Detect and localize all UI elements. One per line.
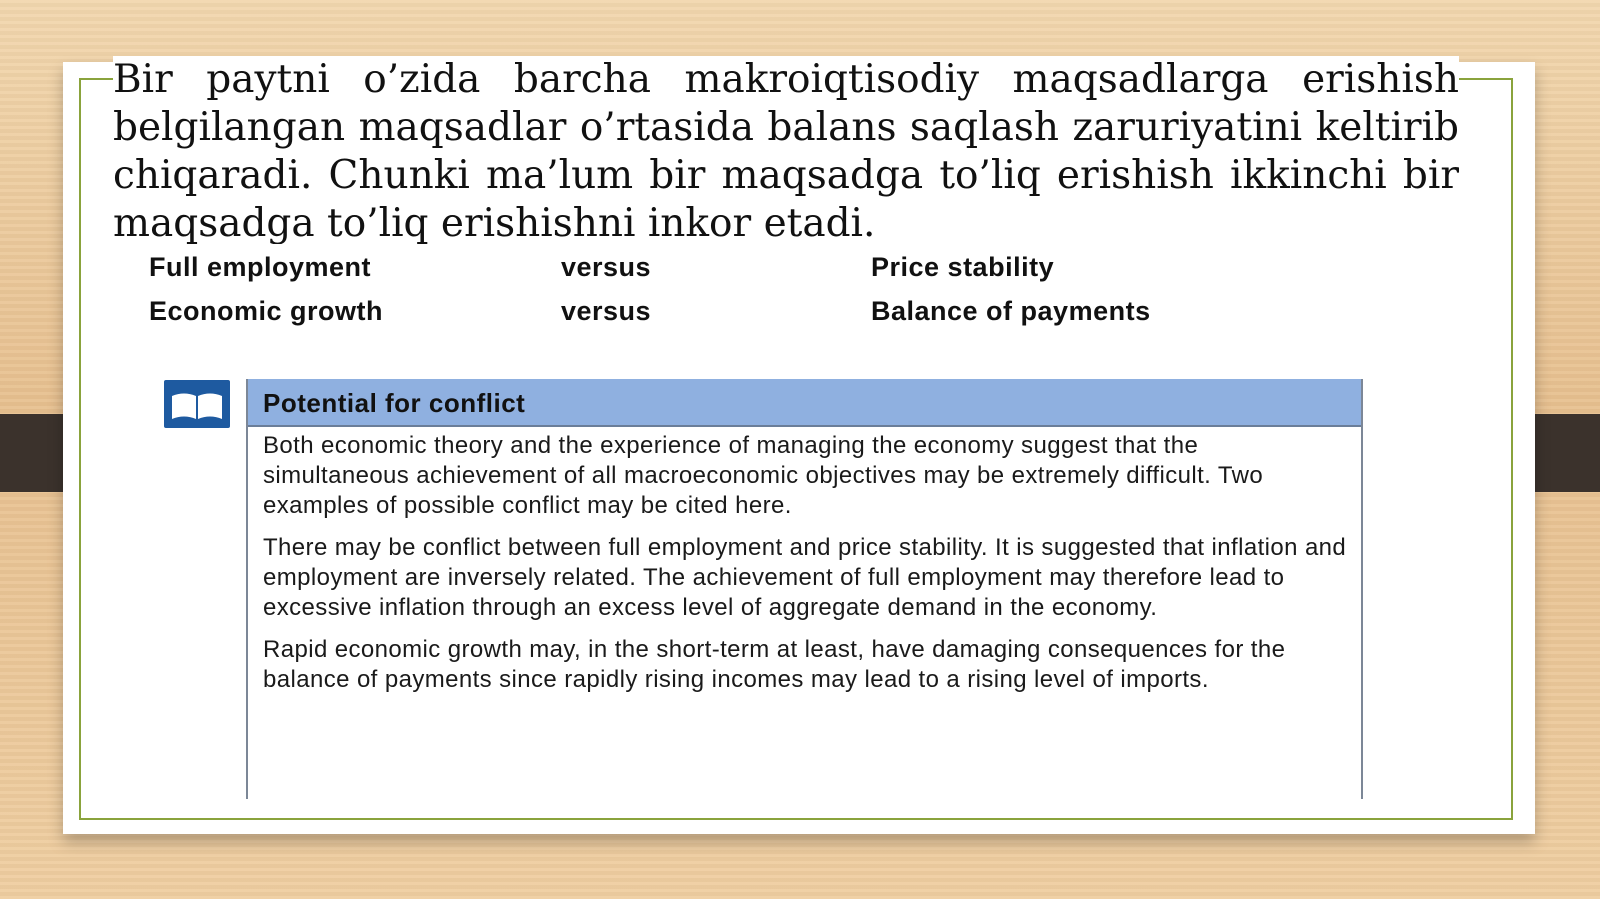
conflict-box — [246, 379, 1363, 799]
comparison-right: Price stability — [871, 252, 1055, 282]
comparison-left: Full employment — [149, 252, 372, 282]
objectives-comparison — [149, 252, 1249, 340]
conflict-box-body — [248, 427, 1361, 695]
comparison-row — [149, 252, 1249, 296]
slide — [63, 57, 1535, 834]
book-icon — [164, 380, 230, 428]
comparison-left: Economic growth — [149, 296, 384, 326]
comparison-versus: versus — [561, 296, 652, 326]
conflict-box-title: Potential for conflict — [248, 379, 1361, 427]
comparison-right: Balance of payments — [871, 296, 1151, 326]
comparison-row — [149, 296, 1249, 340]
conflict-paragraph: Both economic theory and the experience of managing the economy suggest that the simultaneous achievement of all macroeconomic objectives may be extremely difficult. Two examples of possible conflict may be cited here. — [263, 432, 1264, 519]
conflict-paragraph: Rapid economic growth may, in the short-term at least, have damaging consequences for the balance of payments since rapidly rising incomes may lead to a rising level of imports. — [263, 636, 1286, 693]
conflict-paragraph: There may be conflict between full employment and price stability. It is suggested that inflation and employment are inversely related. The achievement of full employment may therefore lead to excessive inflation through an excess level of aggregate demand in the economy. — [263, 534, 1347, 621]
comparison-versus: versus — [561, 252, 652, 282]
intro-paragraph: Bir paytni o’zida barcha makroiqtisodiy maqsadlarga erishish belgilangan maqsadlar o’rtasida balans saqlash zaruriyatini keltirib chiqaradi. Chunki ma’lum bir maqsadga to’liq erishish ikkinchi bir maqsadga to’liq erishishni inkor etadi. — [113, 57, 1459, 244]
